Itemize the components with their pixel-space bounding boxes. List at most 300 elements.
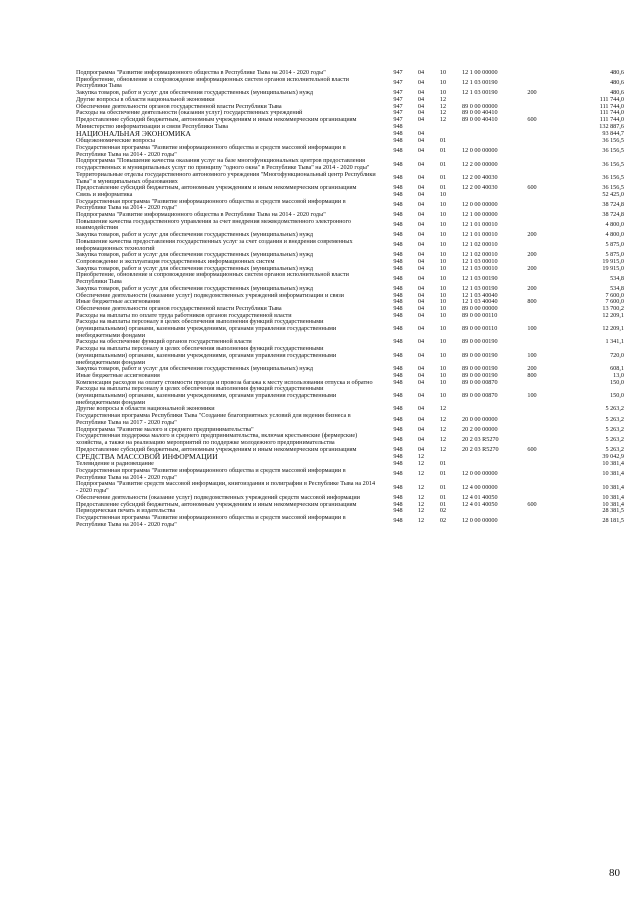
row-amount: 36 156,5 <box>602 184 624 192</box>
row-subsection-code: 10 <box>439 264 447 272</box>
row-description: Государственная программа Республики Тыва "Создание благоприятных условий для ведения бизнеса в Республике Тыва на 2017 - 2020 годы" <box>76 412 351 426</box>
row-ministry-code: 948 <box>393 298 403 306</box>
row-target-article: 89 0 00 00870 <box>462 378 498 386</box>
row-amount: 720,0 <box>610 351 624 359</box>
row-amount: 13 700,2 <box>602 304 624 312</box>
row-ministry-code: 948 <box>393 325 403 333</box>
row-description: Расходы на выплаты персоналу в целях обеспечения выполнения функций государственными (муниципальными) органами, казенными учреждениями, органами управления государственными внебюджетными фондами <box>76 318 337 339</box>
row-ministry-code: 948 <box>393 517 403 525</box>
row-ministry-code: 948 <box>393 453 403 461</box>
row-ministry-code: 947 <box>393 95 403 103</box>
row-subsection-code: 01 <box>439 147 447 155</box>
row-amount: 28 381,5 <box>602 507 624 515</box>
row-ministry-code: 948 <box>393 174 403 182</box>
row-description: Периодическая печать и издательства <box>76 507 176 515</box>
row-amount: 480,6 <box>610 69 624 76</box>
row-section-code: 04 <box>417 231 425 239</box>
row-ministry-code: 948 <box>393 211 403 219</box>
row-amount: 5 263,2 <box>605 435 624 443</box>
row-target-article: 89 0 00 00190 <box>462 338 498 346</box>
row-section-code: 04 <box>417 89 425 97</box>
row-description: Государственная программа "Развитие информационного общества и средств массовой информации в Республике Тыва на 2014 - 2020 годы" <box>76 514 346 528</box>
row-subsection-code: 10 <box>439 251 447 259</box>
row-section-code: 04 <box>417 264 425 272</box>
row-ministry-code: 947 <box>393 102 403 110</box>
table-section-row <box>76 130 624 138</box>
row-subsection-code: 01 <box>439 493 447 501</box>
budget-table <box>76 70 624 528</box>
row-ministry-code: 948 <box>393 405 403 413</box>
row-description: Государственная программа "Развитие информационного общества и средств массовой информации в Республике Тыва на 2014 - 2020 годы" <box>76 467 346 481</box>
row-ministry-code: 948 <box>393 221 403 229</box>
row-target-article: 12 0 00 00000 <box>462 470 498 478</box>
row-description: СРЕДСТВА МАССОВОЙ ИНФОРМАЦИИ <box>76 452 218 462</box>
table-row <box>76 272 624 285</box>
row-amount: 5 875,0 <box>605 241 624 249</box>
row-subsection-code: 10 <box>439 257 447 265</box>
row-subsection-code: 10 <box>439 274 447 282</box>
row-section-code: 04 <box>417 102 425 110</box>
row-section-code: 04 <box>417 338 425 346</box>
row-section-code: 04 <box>417 291 425 299</box>
row-subsection-code: 01 <box>439 470 447 478</box>
row-target-article: 12 1 03 00010 <box>462 257 498 265</box>
row-section-code: 04 <box>417 211 425 219</box>
row-section-code: 04 <box>417 304 425 312</box>
row-ministry-code: 948 <box>393 231 403 239</box>
row-expense-type: 200 <box>527 89 537 97</box>
row-ministry-code: 948 <box>393 445 403 453</box>
row-target-article: 12 1 03 00010 <box>462 264 498 272</box>
row-amount: 5 263,2 <box>605 405 624 413</box>
row-amount: 36 156,5 <box>602 174 624 182</box>
row-description: Подпрограмма "Развитие информационного общества в Республике Тыва на 2014 - 2020 годы" <box>76 211 326 219</box>
row-subsection-code: 10 <box>439 69 447 76</box>
row-subsection-code: 10 <box>439 201 447 208</box>
row-description: Подпрограмма "Развитие средств массовой информации, книгоиздания и полиграфии в Республике Тыва на 2014 - 2020 годы" <box>76 480 376 495</box>
row-ministry-code: 948 <box>393 392 403 400</box>
row-subsection-code: 10 <box>439 392 447 400</box>
row-description: Приобретение, обновление и сопровождение информационных систем органов исполнительной власти Республики Тыва <box>76 75 349 90</box>
row-amount: 12 209,1 <box>602 311 624 319</box>
row-ministry-code: 948 <box>393 201 403 208</box>
row-ministry-code: 948 <box>393 351 403 359</box>
row-section-code: 04 <box>417 79 425 87</box>
row-amount: 5 263,2 <box>605 445 624 453</box>
row-target-article: 12 2 00 40030 <box>462 184 498 192</box>
row-target-article: 12 4 00 00000 <box>462 483 498 491</box>
row-target-article: 12 4 01 40050 <box>462 493 498 501</box>
row-target-article: 12 4 01 40050 <box>462 500 498 508</box>
row-ministry-code: 948 <box>393 137 403 145</box>
row-ministry-code: 948 <box>393 425 403 433</box>
row-section-code: 04 <box>417 201 425 208</box>
row-expense-type: 100 <box>527 325 537 333</box>
row-ministry-code: 948 <box>393 365 403 373</box>
row-section-code: 04 <box>417 274 425 282</box>
row-expense-type: 600 <box>527 115 537 123</box>
table-row <box>76 481 624 494</box>
row-section-code: 12 <box>417 460 425 468</box>
row-amount: 111 744,0 <box>599 109 624 117</box>
row-subsection-code: 02 <box>439 507 447 515</box>
row-description: Расходы на обеспечение функций органов государственной власти <box>76 338 252 346</box>
row-target-article: 89 0 00 00110 <box>462 311 498 319</box>
row-ministry-code: 948 <box>393 190 403 198</box>
row-amount: 10 381,4 <box>602 470 624 478</box>
table-row <box>76 185 624 192</box>
row-ministry-code: 948 <box>393 311 403 319</box>
row-amount: 10 381,4 <box>602 493 624 501</box>
row-section-code: 04 <box>417 184 425 192</box>
row-description: Обеспечение деятельности органов государственной власти Республики Тыва <box>76 102 282 110</box>
row-section-code: 04 <box>417 69 425 76</box>
row-amount: 4 800,0 <box>605 231 624 239</box>
row-target-article: 12 0 00 00000 <box>462 517 498 525</box>
row-description: Территориальные отделы государственного автономного учреждения "Многофункциональный центр Республики Тыва" в муниципальных образованиях <box>76 170 376 185</box>
row-section-code: 12 <box>417 507 425 515</box>
row-amount: 93 844,7 <box>602 129 624 137</box>
row-amount: 19 915,0 <box>602 264 624 272</box>
row-amount: 36 156,5 <box>602 147 624 155</box>
row-amount: 19 915,0 <box>602 257 624 265</box>
row-ministry-code: 948 <box>393 160 403 168</box>
row-section-code: 04 <box>417 365 425 373</box>
row-description: НАЦИОНАЛЬНАЯ ЭКОНОМИКА <box>76 129 191 139</box>
row-target-article: 20 2 03 R5270 <box>462 445 499 453</box>
row-ministry-code: 947 <box>393 79 403 87</box>
row-section-code: 04 <box>417 284 425 292</box>
row-section-code: 04 <box>417 415 425 423</box>
row-ministry-code: 948 <box>393 264 403 272</box>
row-subsection-code: 10 <box>439 311 447 319</box>
row-amount: 13,0 <box>613 371 624 379</box>
row-description: Предоставление субсидий бюджетным, автономным учреждениям и иным некоммерческим организациям <box>76 445 357 453</box>
row-ministry-code: 948 <box>393 129 403 137</box>
row-amount: 7 600,0 <box>605 298 624 306</box>
row-ministry-code: 948 <box>393 291 403 299</box>
row-ministry-code: 948 <box>393 460 403 468</box>
row-section-code: 12 <box>417 483 425 491</box>
table-row <box>76 172 624 185</box>
row-description: Министерство информатизации и связи Республики Тыва <box>76 122 228 130</box>
row-target-article: 12 1 03 40040 <box>462 298 498 306</box>
row-description: Государственная программа "Развитие информационного общества и средств массовой информации в Республике Тыва на 2014 - 2020 годы" <box>76 144 346 158</box>
table-row <box>76 386 624 406</box>
row-target-article: 12 1 01 00010 <box>462 221 498 229</box>
row-description: Закупка товаров, работ и услуг для обеспечения государственных (муниципальных) нужд <box>76 251 314 259</box>
row-section-code: 04 <box>417 160 425 168</box>
row-section-code: 12 <box>417 470 425 478</box>
row-subsection-code: 10 <box>439 89 447 97</box>
row-amount: 5 263,2 <box>605 425 624 433</box>
row-section-code: 04 <box>417 190 425 198</box>
table-row <box>76 433 624 446</box>
table-row <box>76 413 624 426</box>
row-ministry-code: 948 <box>393 274 403 282</box>
row-description: Другие вопросы в области национальной экономики <box>76 95 215 103</box>
row-section-code: 04 <box>417 95 425 103</box>
row-amount: 608,1 <box>610 365 624 373</box>
row-description: Связь и информатика <box>76 190 133 198</box>
row-expense-type: 200 <box>527 264 537 272</box>
row-target-article: 89 0 00 40410 <box>462 115 498 123</box>
row-description: Обеспечение деятельности (оказание услуг) подведомственных учреждений информатизации и связи <box>76 291 344 299</box>
row-ministry-code: 948 <box>393 251 403 259</box>
row-description: Расходы на выплаты по оплате труда работников органов государственной власти <box>76 311 292 319</box>
table-section-row <box>76 453 624 461</box>
row-expense-type: 600 <box>527 500 537 508</box>
row-target-article: 20 2 00 00000 <box>462 425 498 433</box>
row-description: Приобретение, обновление и сопровождение информационных систем органов исполнительной власти Республики Тыва <box>76 271 349 286</box>
row-description: Предоставление субсидий бюджетным, автономным учреждениям и иным некоммерческим организациям <box>76 184 357 192</box>
row-description: Повышение качества государственного управления за счет внедрения межведомственного электронного взаимодействия <box>76 217 351 232</box>
row-amount: 534,8 <box>610 274 624 282</box>
row-ministry-code: 948 <box>393 184 403 192</box>
row-amount: 5 263,2 <box>605 415 624 423</box>
row-subsection-code: 10 <box>439 284 447 292</box>
row-ministry-code: 947 <box>393 89 403 97</box>
row-section-code: 04 <box>417 311 425 319</box>
row-amount: 39 042,9 <box>602 453 624 461</box>
row-subsection-code: 12 <box>439 102 447 110</box>
row-description: Иные бюджетные ассигнования <box>76 298 160 306</box>
row-subsection-code: 10 <box>439 291 447 299</box>
row-subsection-code: 10 <box>439 79 447 87</box>
row-ministry-code: 948 <box>393 493 403 501</box>
row-expense-type: 600 <box>527 445 537 453</box>
row-amount: 12 209,1 <box>602 325 624 333</box>
row-section-code: 04 <box>417 378 425 386</box>
row-subsection-code: 01 <box>439 160 447 168</box>
row-target-article: 12 1 03 40040 <box>462 291 498 299</box>
row-description: Подпрограмма "Развитие информационного общества в Республике Тыва на 2014 - 2020 годы" <box>76 69 326 76</box>
page-number: 80 <box>609 867 620 879</box>
row-target-article: 89 0 00 00110 <box>462 325 498 333</box>
row-section-code: 04 <box>417 392 425 400</box>
row-ministry-code: 948 <box>393 371 403 379</box>
row-description: Предоставление субсидий бюджетным, автономным учреждениям и иным некоммерческим организациям <box>76 115 357 123</box>
row-expense-type: 200 <box>527 251 537 259</box>
row-ministry-code: 948 <box>393 122 403 130</box>
row-description: Общеэкономические вопросы <box>76 137 155 145</box>
row-section-code: 04 <box>417 445 425 453</box>
row-target-article: 89 0 00 00190 <box>462 371 498 379</box>
row-section-code: 12 <box>417 493 425 501</box>
row-section-code: 04 <box>417 257 425 265</box>
row-subsection-code: 10 <box>439 371 447 379</box>
row-section-code: 04 <box>417 137 425 145</box>
row-subsection-code: 10 <box>439 351 447 359</box>
row-subsection-code: 12 <box>439 435 447 443</box>
row-section-code: 04 <box>417 241 425 249</box>
row-section-code: 04 <box>417 221 425 229</box>
row-ministry-code: 948 <box>393 378 403 386</box>
row-target-article: 12 1 03 00190 <box>462 284 498 292</box>
row-amount: 4 800,0 <box>605 221 624 229</box>
row-subsection-code: 10 <box>439 325 447 333</box>
row-subsection-code: 01 <box>439 460 447 468</box>
row-target-article: 89 0 00 40410 <box>462 109 498 117</box>
row-description: Компенсация расходов на оплату стоимости проезда и провоза багажа к месту использования отпуска и обратно <box>76 378 373 386</box>
row-target-article: 12 2 00 00000 <box>462 160 498 168</box>
row-section-code: 04 <box>417 298 425 306</box>
row-amount: 111 744,0 <box>599 115 624 123</box>
row-expense-type: 800 <box>527 298 537 306</box>
row-target-article: 12 1 03 00190 <box>462 274 498 282</box>
row-amount: 38 724,8 <box>602 201 624 208</box>
row-ministry-code: 948 <box>393 483 403 491</box>
row-subsection-code: 12 <box>439 425 447 433</box>
row-subsection-code: 10 <box>439 304 447 312</box>
row-ministry-code: 948 <box>393 415 403 423</box>
row-amount: 38 724,8 <box>602 211 624 219</box>
row-ministry-code: 948 <box>393 257 403 265</box>
row-target-article: 89 0 00 00870 <box>462 392 498 400</box>
row-amount: 36 156,5 <box>602 137 624 145</box>
row-target-article: 89 0 00 00000 <box>462 102 498 110</box>
row-subsection-code: 01 <box>439 483 447 491</box>
row-amount: 150,0 <box>610 378 624 386</box>
row-section-code: 04 <box>417 109 425 117</box>
row-target-article: 12 0 00 00000 <box>462 147 498 155</box>
row-description: Закупка товаров, работ и услуг для обеспечения государственных (муниципальных) нужд <box>76 365 314 373</box>
row-target-article: 12 0 00 00000 <box>462 201 498 208</box>
row-description: Расходы на выплаты персоналу в целях обеспечения выполнения функций государственными (муниципальными) органами, казенными учреждениями, органами управления государственными внебюджетными фондами <box>76 345 337 366</box>
row-description: Телевидение и радиовещание <box>76 460 154 468</box>
row-amount: 150,0 <box>610 392 624 400</box>
row-description: Государственная поддержка малого и среднего предпринимательства, включая крестьянские (фермерские) хозяйства, а также на реализацию мероприятий по поддержке молодежного предпринимательства <box>76 432 358 446</box>
row-description: Расходы на обеспечение деятельности (оказания услуг) государственных учреждений <box>76 109 303 117</box>
row-amount: 36 156,5 <box>602 160 624 168</box>
row-amount: 7 600,0 <box>605 291 624 299</box>
row-description: Другие вопросы в области национальной экономики <box>76 405 215 413</box>
row-section-code: 04 <box>417 425 425 433</box>
row-subsection-code: 10 <box>439 211 447 219</box>
row-description: Закупка товаров, работ и услуг для обеспечения государственных (муниципальных) нужд <box>76 231 314 239</box>
row-subsection-code: 10 <box>439 365 447 373</box>
row-target-article: 12 1 03 00190 <box>462 89 498 97</box>
row-target-article: 12 1 00 00000 <box>462 211 498 219</box>
row-description: Повышение качества предоставления государственных услуг за счет создания и внедрения современных информационных технологий <box>76 237 353 252</box>
row-target-article: 12 1 02 00010 <box>462 251 498 259</box>
row-subsection-code: 12 <box>439 95 447 103</box>
row-subsection-code: 10 <box>439 221 447 229</box>
row-target-article: 12 2 00 40030 <box>462 174 498 182</box>
row-ministry-code: 948 <box>393 284 403 292</box>
row-description: Подпрограмма "Повышение качества оказания услуг на базе многофункциональных центров предоставления государственных и муниципальных услуг по принципу "одного окна" в Республике Тыва" на 2014 - 2020 годы" <box>76 157 370 172</box>
row-amount: 5 875,0 <box>605 251 624 259</box>
row-subsection-code: 01 <box>439 500 447 508</box>
row-target-article: 20 0 00 00000 <box>462 415 498 423</box>
row-description: Закупка товаров, работ и услуг для обеспечения государственных (муниципальных) нужд <box>76 264 314 272</box>
row-target-article: 12 1 03 00190 <box>462 79 498 87</box>
row-description: Обеспечение деятельности органов государственной власти Республики Тыва <box>76 304 282 312</box>
table-row <box>76 319 624 339</box>
row-expense-type: 600 <box>527 184 537 192</box>
row-target-article: 89 0 00 00000 <box>462 304 498 312</box>
row-section-code: 04 <box>417 371 425 379</box>
table-row <box>76 515 624 528</box>
row-amount: 111 744,0 <box>599 95 624 103</box>
table-row <box>76 239 624 252</box>
row-amount: 480,6 <box>610 89 624 97</box>
row-target-article: 20 2 03 R5270 <box>462 435 499 443</box>
row-subsection-code: 01 <box>439 174 447 182</box>
row-expense-type: 100 <box>527 351 537 359</box>
row-target-article: 89 0 00 00190 <box>462 351 498 359</box>
row-description: Закупка товаров, работ и услуг для обеспечения государственных (муниципальных) нужд <box>76 284 314 292</box>
row-description: Закупка товаров, работ и услуг для обеспечения государственных (муниципальных) нужд <box>76 89 314 97</box>
row-section-code: 04 <box>417 325 425 333</box>
row-amount: 52 425,0 <box>602 190 624 198</box>
row-subsection-code: 10 <box>439 190 447 198</box>
row-ministry-code: 948 <box>393 147 403 155</box>
table-row <box>76 199 624 212</box>
row-subsection-code: 01 <box>439 137 447 145</box>
row-section-code: 12 <box>417 517 425 525</box>
row-ministry-code: 948 <box>393 500 403 508</box>
row-target-article: 12 1 02 00010 <box>462 241 498 249</box>
row-expense-type: 800 <box>527 371 537 379</box>
row-amount: 534,8 <box>610 284 624 292</box>
row-subsection-code: 12 <box>439 405 447 413</box>
row-expense-type: 200 <box>527 365 537 373</box>
row-subsection-code: 12 <box>439 109 447 117</box>
table-row <box>76 346 624 366</box>
row-subsection-code: 10 <box>439 298 447 306</box>
row-amount: 132 887,6 <box>599 122 624 130</box>
row-subsection-code: 12 <box>439 115 447 123</box>
row-ministry-code: 948 <box>393 507 403 515</box>
row-amount: 10 381,4 <box>602 483 624 491</box>
table-row <box>76 145 624 158</box>
row-subsection-code: 10 <box>439 241 447 249</box>
row-subsection-code: 10 <box>439 338 447 346</box>
row-subsection-code: 10 <box>439 378 447 386</box>
row-expense-type: 200 <box>527 284 537 292</box>
table-row <box>76 219 624 232</box>
row-subsection-code: 02 <box>439 517 447 525</box>
row-expense-type: 100 <box>527 392 537 400</box>
row-subsection-code: 12 <box>439 445 447 453</box>
row-ministry-code: 947 <box>393 109 403 117</box>
row-amount: 111 744,0 <box>599 102 624 110</box>
row-description: Предоставление субсидий бюджетным, автономным учреждениям и иным некоммерческим организациям <box>76 500 357 508</box>
row-subsection-code: 01 <box>439 184 447 192</box>
row-section-code: 12 <box>417 500 425 508</box>
row-description: Государственная программа "Развитие информационного общества и средств массовой информации в Республике Тыва на 2014 - 2020 годы" <box>76 197 346 212</box>
row-ministry-code: 948 <box>393 338 403 346</box>
row-section-code: 12 <box>417 453 425 461</box>
row-ministry-code: 948 <box>393 470 403 478</box>
row-section-code: 04 <box>417 147 425 155</box>
row-target-article: 12 1 00 00000 <box>462 69 498 76</box>
row-section-code: 04 <box>417 174 425 182</box>
row-ministry-code: 947 <box>393 115 403 123</box>
row-amount: 28 181,5 <box>602 517 624 525</box>
row-subsection-code: 12 <box>439 415 447 423</box>
row-ministry-code: 948 <box>393 241 403 249</box>
row-target-article: 12 1 01 00010 <box>462 231 498 239</box>
table-row <box>76 158 624 171</box>
row-amount: 1 341,1 <box>605 338 624 346</box>
row-section-code: 04 <box>417 115 425 123</box>
row-subsection-code: 10 <box>439 231 447 239</box>
row-ministry-code: 947 <box>393 69 403 76</box>
row-expense-type: 200 <box>527 231 537 239</box>
row-description: Сопровождение и эксплуатация государственных информационных систем <box>76 257 275 265</box>
